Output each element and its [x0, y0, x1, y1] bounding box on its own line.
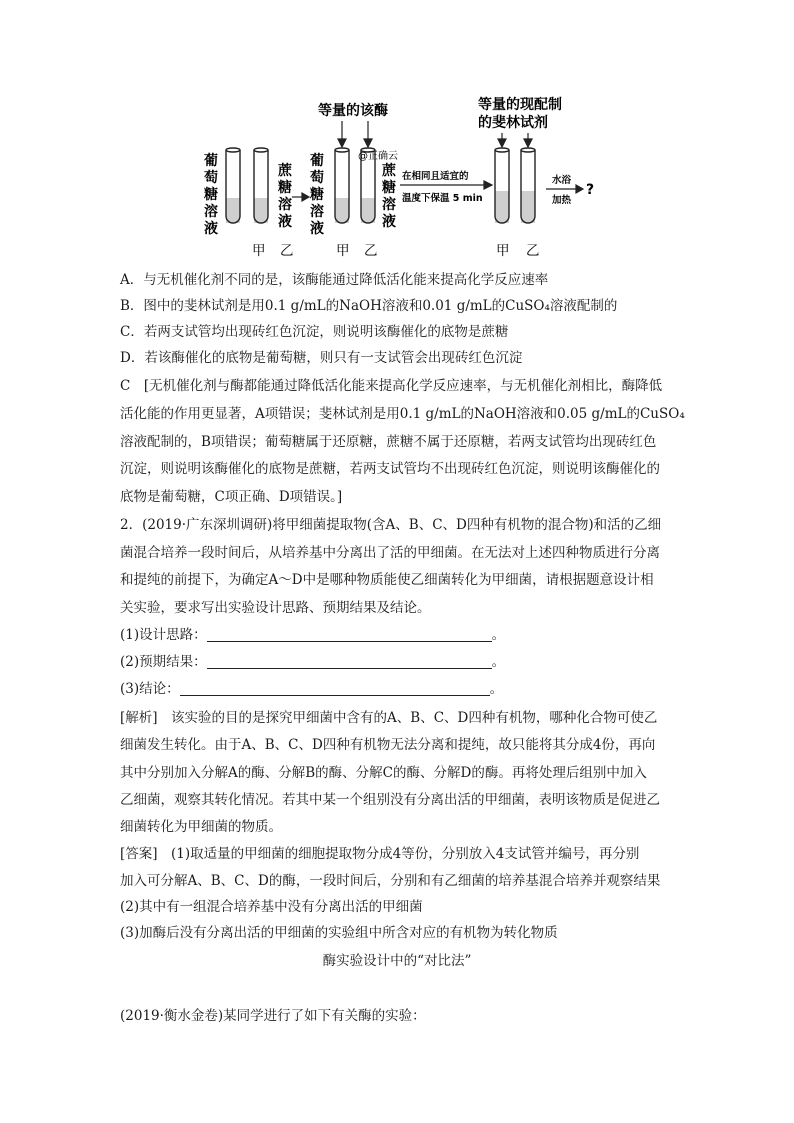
- analysis-line: 乙细菌，观察其转化情况。若其中某一个组别没有分离出活的甲细菌，表明该物质是促进乙: [120, 792, 660, 808]
- sucrose-label-2: [382, 162, 397, 230]
- glucose-label-1: [204, 152, 218, 237]
- svg-text:糖: 糖: [204, 187, 218, 203]
- answer-blank[interactable]: [207, 627, 492, 642]
- answer2-line: (3)加酶后没有分离出活的甲细菌的实验组中所含对应的有机物为转化物质: [120, 925, 558, 941]
- tube-label-yi-3: 乙: [526, 243, 540, 259]
- condition-arrow: [400, 181, 492, 189]
- answer1-line: 活化能的作用更显著，A项错误；斐林试剂是用0.1 g/mL的NaOH溶液和0.05 g/mL的CuSO₄: [120, 406, 685, 422]
- arrow-1: [292, 193, 309, 201]
- svg-text:葡: 葡: [310, 153, 324, 169]
- option-c: C．若两支试管均出现砖红色沉淀，则说明该酶催化的底物是蔗糖: [120, 324, 509, 340]
- water-arrow: [546, 185, 583, 193]
- analysis-line: 细菌转化为甲细菌的物质。: [120, 819, 282, 835]
- last-line: (2019·衡水金卷)某同学进行了如下有关酶的实验：: [120, 1008, 426, 1024]
- svg-text:糖: 糖: [310, 187, 324, 203]
- svg-text:溶: 溶: [382, 197, 396, 213]
- blank-conclusion: (3)结论： 。: [120, 681, 504, 697]
- analysis-line: [解析] 该实验的目的是探究甲细菌中含有的A、B、C、D四种有机物，哪种化合物可使乙: [120, 710, 658, 726]
- svg-text:萄: 萄: [204, 170, 218, 186]
- analysis-line: 其中分别加入分解A的酶、分解B的酶、分解C的酶、分解D的酶。再将处理后组别中加入: [120, 765, 647, 781]
- question2-line: 和提纯的前提下，为确定A～D中是哪种物质能使乙细菌转化为甲细菌，请根据题意设计相: [120, 572, 654, 588]
- option-d: D．若该酶催化的底物是葡萄糖，则只有一支试管会出现砖红色沉淀: [120, 350, 523, 366]
- watermark: @正确云: [358, 151, 398, 162]
- tube-pair-1: [226, 148, 268, 223]
- svg-text:液: 液: [278, 214, 292, 230]
- tube-label-jia-3: 甲: [496, 243, 510, 259]
- water-line1: 水浴: [552, 175, 572, 186]
- answer2-line: (2)其中有一组混合培养基中没有分离出活的甲细菌: [120, 899, 423, 915]
- blank-expected: (2)预期结果： 。: [120, 654, 506, 670]
- glucose-label-2: [310, 152, 324, 237]
- option-b: B．图中的斐林试剂是用0.1 g/mL的NaOH溶液和0.01 g/mL的CuSO₄溶液配制的: [120, 298, 618, 314]
- svg-text:溶: 溶: [310, 204, 324, 220]
- svg-text:蔗: 蔗: [278, 163, 292, 179]
- reagent-label-line2: 的斐林试剂: [478, 115, 548, 131]
- question2-line: 关实验，要求写出实验设计思路、预期结果及结论。: [120, 600, 431, 616]
- condition-line2: 温度下保温 5 min: [402, 193, 483, 204]
- question2-line: 菌混合培养一段时间后，从培养基中分离出了活的甲细菌。在无法对上述四种物质进行分离: [120, 545, 660, 561]
- tube-label-jia-1: 甲: [252, 243, 266, 259]
- svg-text:液: 液: [204, 221, 218, 237]
- analysis-line: 细菌发生转化。由于A、B、C、D四种有机物无法分离和提纯，故只能将其分成4份，再向: [120, 737, 656, 753]
- svg-text:萄: 萄: [310, 170, 324, 186]
- option-a: A．与无机催化剂不同的是，该酶能通过降低活化能来提高化学反应速率: [120, 272, 549, 288]
- tube-pair-3: [495, 148, 535, 223]
- answer2-line: 加入可分解A、B、C、D的酶，一段时间后，分别和有乙细菌的培养基混合培养并观察结果: [120, 873, 661, 889]
- tube-label-yi-2: 乙: [364, 243, 378, 259]
- reagent-label-line1: 等量的现配制: [478, 97, 562, 113]
- experiment-figure: [190, 95, 610, 265]
- svg-text:糖: 糖: [278, 180, 292, 196]
- svg-text:溶: 溶: [204, 204, 218, 220]
- section-title: 酶实验设计中的“对比法”: [322, 953, 472, 969]
- svg-text:液: 液: [382, 214, 396, 230]
- answer1-line: C [无机催化剂与酶都能通过降低活化能来提高化学反应速率，与无机催化剂相比，酶降低: [120, 378, 663, 394]
- water-line2: 加热: [552, 195, 572, 206]
- question-mark: ?: [586, 182, 595, 198]
- answer1-line: 溶液配制的，B项错误；葡萄糖属于还原糖，蔗糖不属于还原糖，若两支试管均出现砖红色: [120, 434, 657, 450]
- answer1-line: 沉淀，则说明该酶催化的底物是蔗糖，若两支试管均不出现砖红色沉淀，则说明该酶催化的: [120, 461, 660, 477]
- svg-text:溶: 溶: [278, 197, 292, 213]
- answer-blank[interactable]: [180, 681, 490, 696]
- answer1-line: 底物是葡萄糖，C项正确、D项错误。]: [120, 489, 343, 505]
- answer2-line: [答案] (1)取适量的甲细菌的细胞提取物分成4等份，分别放入4支试管并编号，再分别: [120, 846, 640, 862]
- svg-text:糖: 糖: [382, 180, 396, 196]
- svg-text:液: 液: [310, 221, 324, 237]
- answer-blank[interactable]: [207, 654, 492, 669]
- question2-line: 2．(2019·广东深圳调研)将甲细菌提取物(含A、B、C、D四种有机物的混合物)和活的乙细: [120, 517, 662, 533]
- tube-label-jia-2: 甲: [336, 243, 350, 259]
- enzyme-label: 等量的该酶: [318, 103, 388, 119]
- svg-text:蔗: 蔗: [382, 163, 396, 179]
- tube-label-yi-1: 乙: [280, 243, 294, 259]
- svg-text:葡: 葡: [204, 153, 218, 169]
- condition-line1: 在相同且适宜的: [402, 171, 469, 182]
- sucrose-label-1: [278, 162, 293, 230]
- blank-design: (1)设计思路： 。: [120, 627, 506, 643]
